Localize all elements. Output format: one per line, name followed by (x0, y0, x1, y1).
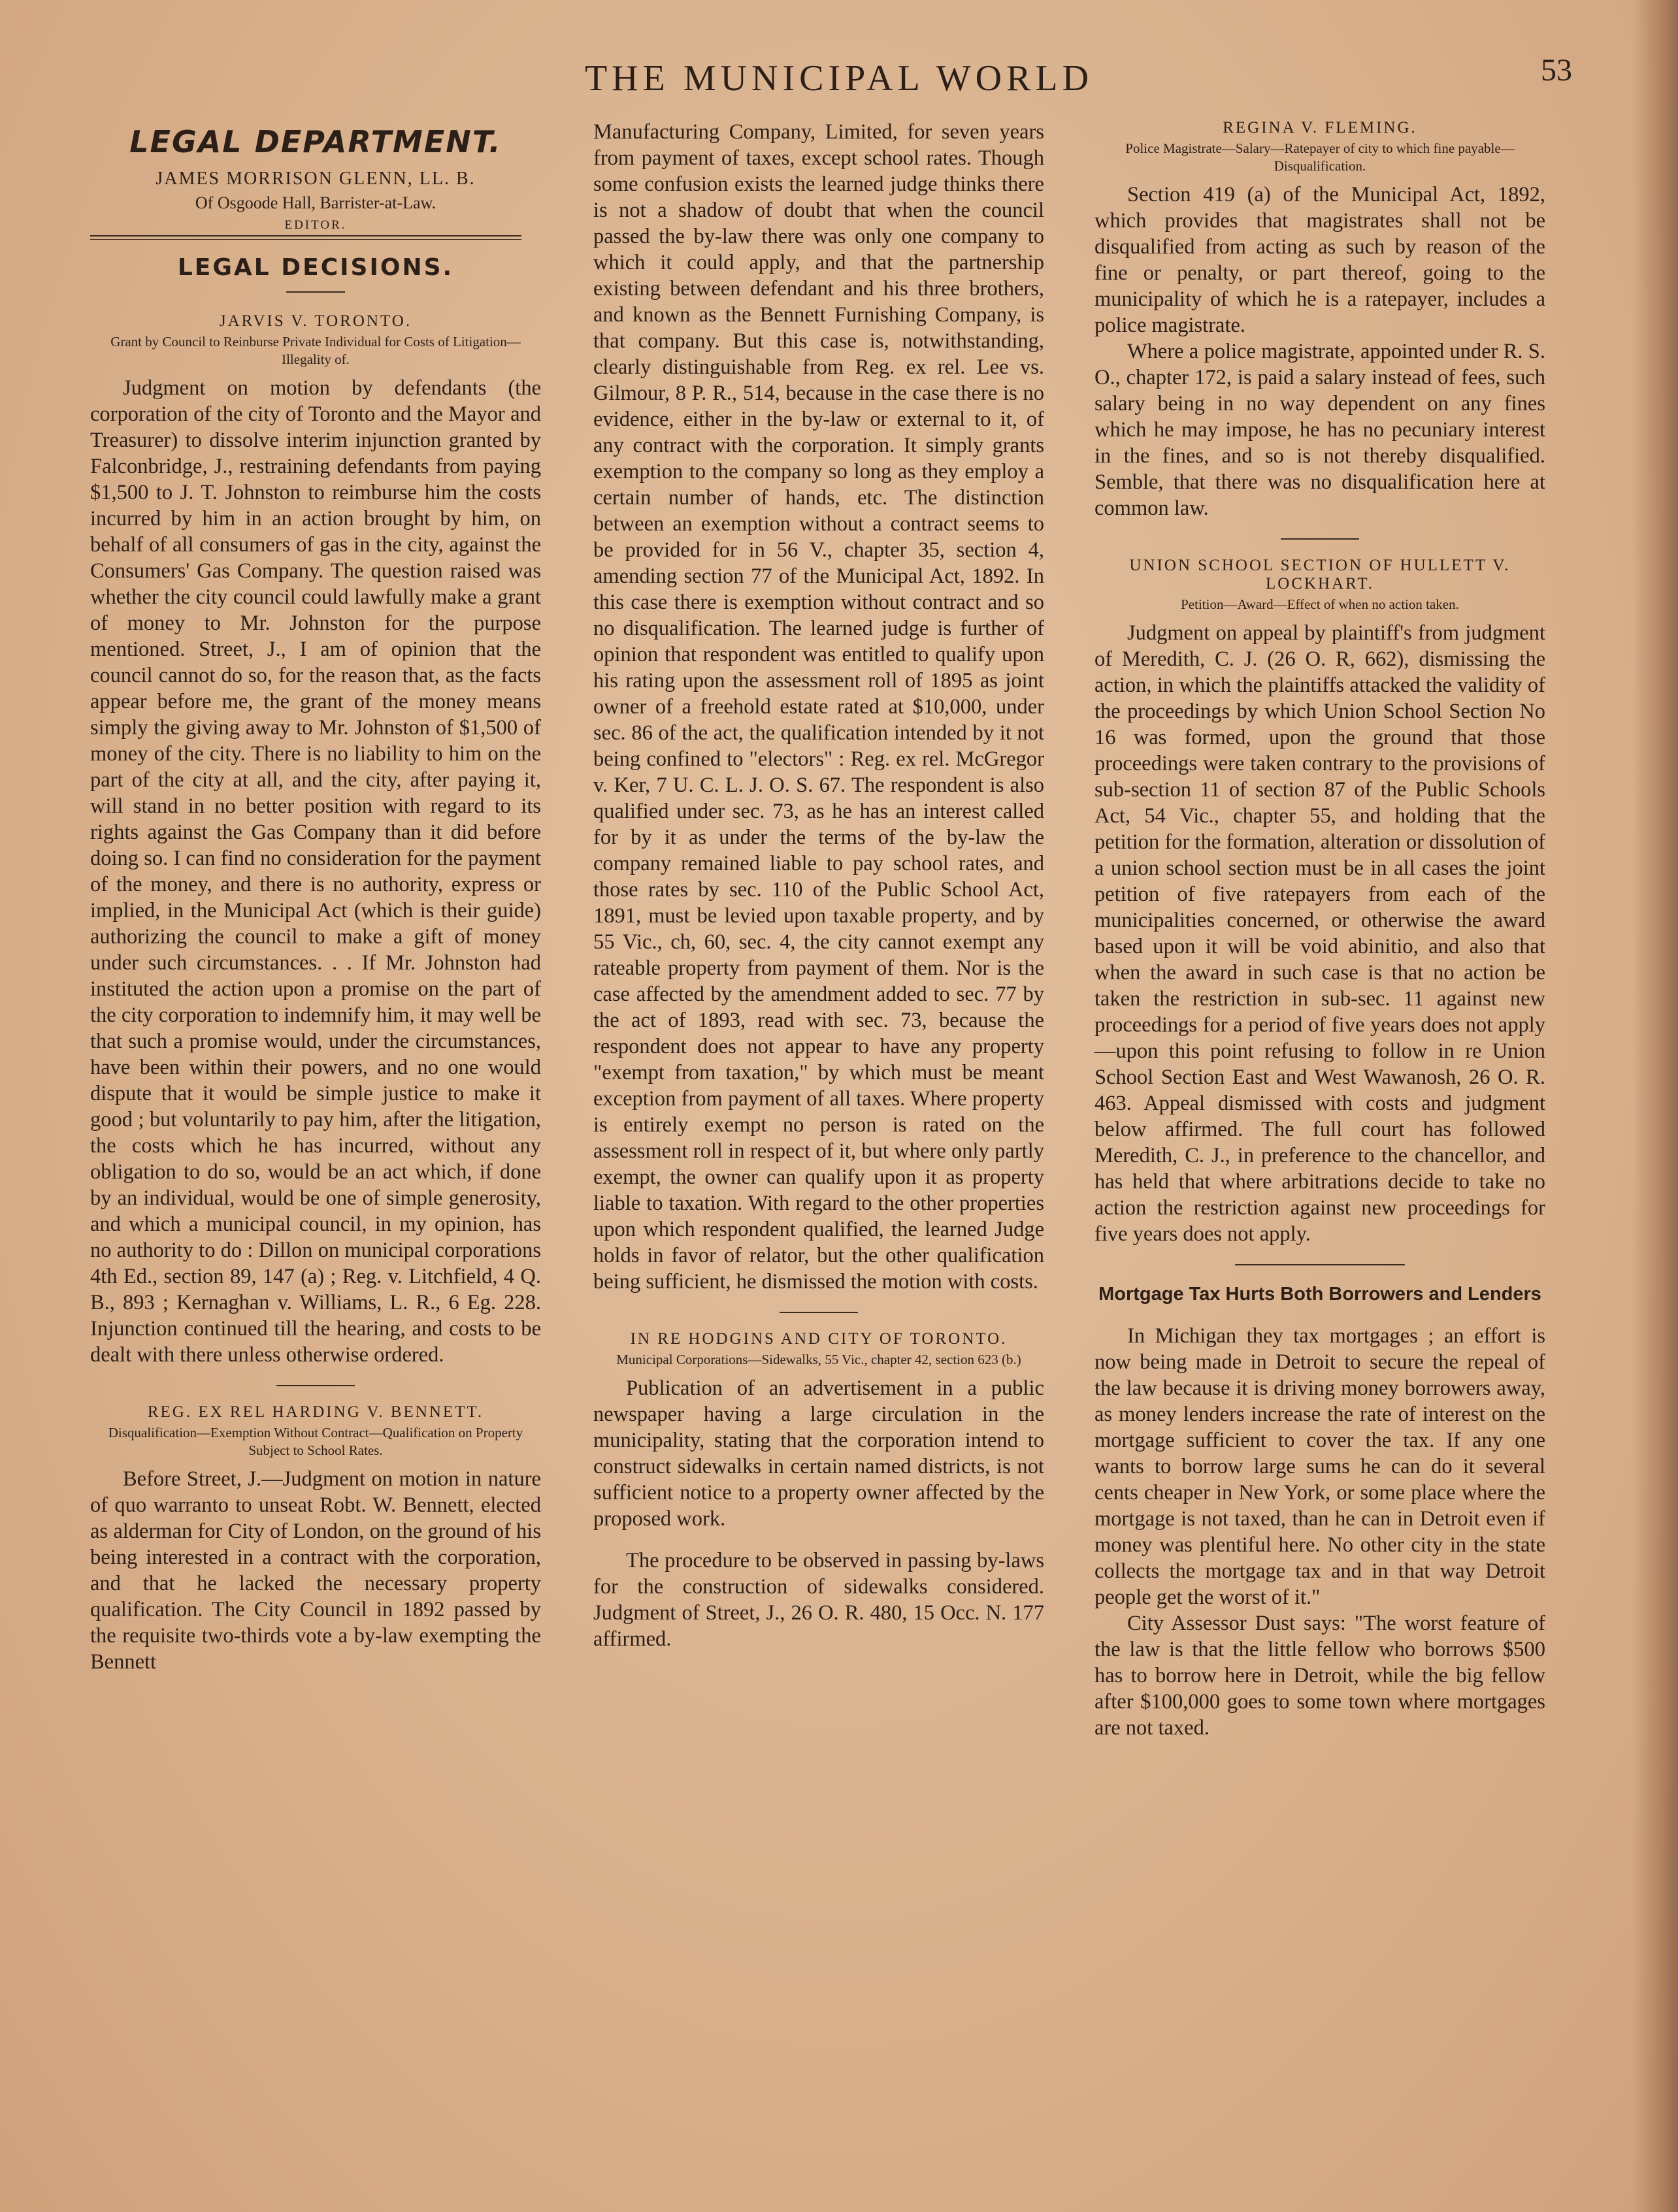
case-body-hodgins-1: Publication of an advertisement in a public newspaper having a large circulation in the municipality, stating that the corporation intend to construct sidewalks in certain named districts, is not sufficient notice to a property owner affected by the proposed work. (593, 1376, 1044, 1531)
heading-divider (90, 235, 521, 240)
column-right (1094, 119, 1545, 1741)
editor-role: EDITOR. (284, 218, 347, 232)
case-body-harding: Before Street, J.—Judgment on motion in nature of quo warranto to unseat Robt. W. Bennett, elected as alderman for City of London, on the ground of his being interested in a contract with the corporation, and that he lacked the necessary property qualification. The City Council in 1892 passed by the requisite two-thirds vote a by-law exempting the Bennett (90, 1467, 541, 1674)
editor-affiliation: Of Osgoode Hall, Barrister-at-Law. (195, 193, 436, 212)
page-number: 53 (1541, 53, 1572, 88)
case-subtitle-fleming: Police Magistrate—Salary—Ratepayer of city to which fine payable—Disqualification. (1125, 140, 1515, 174)
article-title: Mortgage Tax Hurts Both Borrowers and Lenders (1098, 1284, 1541, 1305)
case-title-jarvis: JARVIS V. TORONTO. (219, 312, 412, 330)
column-left (90, 119, 541, 1675)
case-title-hodgins: IN RE HODGINS AND CITY OF TORONTO. (630, 1330, 1008, 1348)
case-divider (780, 1312, 858, 1313)
case-divider (276, 1385, 355, 1386)
case-body-fleming-1: Section 419 (a) of the Municipal Act, 1892, which provides that magistrates shall not be disqualified from acting as such by reason of the fine or penalty, or part thereof, going to the municipality of which he is a ratepayer, includes a police magistrate. (1094, 183, 1545, 337)
case-body-jarvis: Judgment on motion by defendants (the corporation of the city of Toronto and the Mayor and Treasurer) to dissolve interim injunction granted by Falconbridge, J., restraining defendants from paying $1,500 to J. T. Johnston to reimburse him the costs incurred by him in an action brought by him, on behalf of all consumers of gas in the city, against the Consumers' Gas Company. The question raised was whether the city council could lawfully make a grant of money to Mr. Johnston for the purpose mentioned. Street, J., I am of opinion that the council cannot do so, for the reason that, as the facts appear before me, the grant of the money means simply the giving away to Mr. Johnston of $1,500 of money of the city. There is no liability to him on the part of the city at all, and the city, after paying it, will stand in no better position with regard to its rights against the Gas Company than it did before doing so. I can find no consideration for the payment of the money, and there is no authority, express or implied, in the Municipal Act (which is their guide) authorizing the council to make a gift of money under such circumstances. . . If Mr. Johnston had instituted the action upon a promise on the part of the city corporation to indemnify him, it may well be that such a promise would, under the circumstances, have been within their powers, and no one would dispute that it would be simple justice to make it good ; but voluntarily to pay him, after the litigation, the costs which he has incurred, without any obligation to do so, would be an act which, if done by an individual, would be one of simple generosity, and which a municipal council, in my opinion, has no authority to do : Dillon on municipal corporations 4th Ed., section 89, 147 (a) ; Reg. v. Litchfield, 4 Q. B., 893 ; Kernaghan v. Williams, L. R., 6 Eg. 228. Injunction continued till the hearing, and costs to be dealt with there unless otherwise ordered. (90, 376, 541, 1367)
case-subtitle-hullett: Petition—Award—Effect of when no action taken. (1181, 596, 1459, 612)
article-body-1: In Michigan they tax mortgages ; an effort is now being made in Detroit to secure the repeal of the law because it is driving money borrowers away, as money lenders increase the rate of interest on the mortgage sufficient to cover the tax. If any one wants to borrow large sums he can do it several cents cheaper in New York, or some place where the mortgage is not taxed, than he can in Detroit even if money was plentiful here. No other city in the state collects the mortgage tax and in that way Detroit people get the worst of it." (1094, 1324, 1545, 1609)
case-divider (1281, 538, 1359, 540)
editor-name: JAMES MORRISON GLENN, LL. B. (156, 169, 476, 189)
section-title: LEGAL DECISIONS. (177, 254, 454, 281)
masthead-title: THE MUNICIPAL WORLD (584, 58, 1094, 99)
case-subtitle-jarvis: Grant by Council to Reinburse Private Individual for Costs of Litigation—Illegality of. (110, 334, 521, 367)
column-middle (593, 119, 1044, 1652)
case-title-hullett: UNION SCHOOL SECTION OF HULLETT V. LOCKHART. (1129, 557, 1511, 593)
article-divider (1235, 1264, 1405, 1265)
department-heading: LEGAL DEPARTMENT. (129, 124, 502, 159)
case-body-hullett: Judgment on appeal by plaintiff's from judgment of Meredith, C. J. (26 O. R, 662), dismissing the action, in which the plaintiffs attacked the validity of the proceedings by which Union School Section No 16 was formed, upon the ground that those proceedings were taken contrary to the provisions of sub-section 11 of section 87 of the Public Schools Act, 54 Vic., chapter 55, and holding that the petition for the formation, alteration or dissolution of a union school section must be in all cases the joint petition of five ratepayers from each of the municipalities concerned, or otherwise the award based upon it will be void abinitio, and also that when the award in such case is that no action be taken the restriction in sub-sec. 11 against new proceedings for a period of five years does not apply—upon this point refusing to follow in re Union School Section East and West Wawanosh, 26 O. R. 463. Appeal dismissed with costs and judgment below affirmed. The full court has followed Meredith, C. J., in preference to the chancellor, and has held that where arbitrations decide to take no action the restriction against new proceedings for five years does not apply. (1094, 621, 1545, 1246)
case-body-fleming-2: Where a police magistrate, appointed under R. S. O., chapter 172, is paid a salary instead of fees, such salary being in no way dependent on any fines which he may impose, he has no pecuniary interest in the fines, and so is not thereby disqualified. Semble, that there was no disqualification here at common law. (1094, 340, 1545, 520)
case-body-harding-continued: Manufacturing Company, Limited, for seven years from payment of taxes, except school rates. Though some confusion exists the learned judge thinks there is not a shadow of doubt that when the council passed the by-law there was only one company to which it could apply, and that the partnership existing between defendant and his three brothers, and known as the Bennett Furnishing Company, is that company. But this case is, notwithstanding, clearly distinguishable from Reg. ex rel. Lee vs. Gilmour, 8 P. R., 514, because in the case there is no evidence, either in the by-law or external to it, of any contract with the corporation. It simply grants exemption to the company so long as they employ a certain number of hands, etc. The distinction between an exemption without a contract seems to be provided for in 56 V., chapter 35, section 4, amending section 77 of the Municipal Act, 1892. In this case there is exemption without contract and so no disqualification. The learned judge is further of opinion that respondent was entitled to qualify upon his rating upon the assessment roll of 1895 as joint owner of a freehold estate rated at $10,000, under sec. 86 of the act, the qualification intended by it not being confined to "electors" : Reg. ex rel. McGregor v. Ker, 7 U. C. L. J. O. S. 67. The respondent is also qualified under sec. 73, as he has an interest called for by it as under the terms of the by-law the company remained liable to pay school rates, and those rates by sec. 110 of the Public School Act, 1891, must be levied upon taxable property, and by 55 Vic., ch, 60, sec. 4, the city cannot exempt any rateable property from payment of them. Nor is the case affected by the amendment added to sec. 77 by the act of 1893, read with sec. 73, because the respondent does not appear to have any property "exempt from taxation," by which must be meant exception from payment of all taxes. Where property is entirely exempt no person is rated on the assessment roll in respect of it, but where only partly exempt, the owner can qualify upon it as property liable to taxation. With regard to the other properties upon which respondent qualified, the learned Judge holds in favor of relator, but the other qualification being sufficient, he dismissed the motion with costs. (593, 120, 1044, 1293)
case-title-harding: REG. EX REL HARDING V. BENNETT. (147, 1403, 484, 1421)
page-binding-shadow (1632, 0, 1678, 2212)
case-title-fleming: REGINA V. FLEMING. (1223, 119, 1417, 137)
case-subtitle-hodgins: Municipal Corporations—Sidewalks, 55 Vic., chapter 42, section 623 (b.) (616, 1352, 1021, 1367)
article-body-2: City Assessor Dust says: "The worst feature of the law is that the little fellow who borrows $500 has to borrow here in Detroit, while the big fellow after $100,000 goes to some town where mortgages are not taxed. (1094, 1612, 1545, 1740)
case-subtitle-harding: Disqualification—Exemption Without Contract—Qualification on Property Subject to School Rates. (108, 1425, 523, 1458)
short-divider (286, 291, 345, 293)
case-body-hodgins-2: The procedure to be observed in passing by-laws for the construction of sidewalks considered. Judgment of Street, J., 26 O. R. 480, 15 Occ. N. 177 affirmed. (593, 1549, 1044, 1651)
